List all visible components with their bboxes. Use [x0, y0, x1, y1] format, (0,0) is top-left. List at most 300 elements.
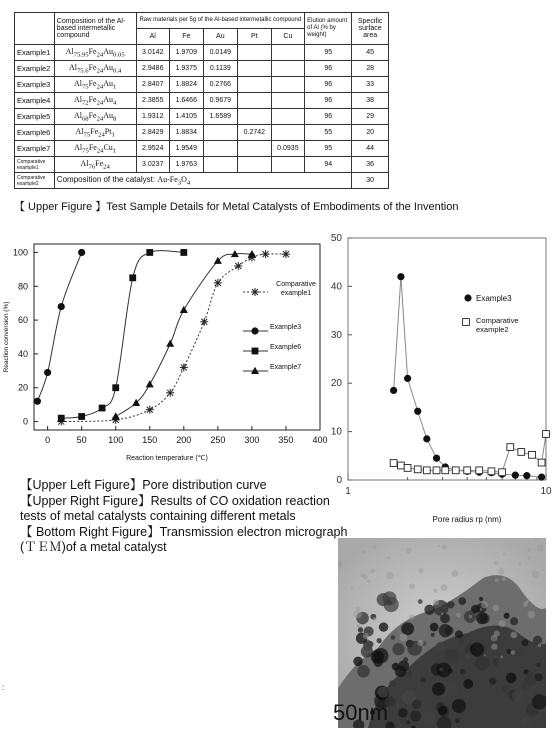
- particle: [406, 720, 410, 724]
- x-tick-label: 350: [278, 435, 294, 445]
- particle: [538, 644, 541, 647]
- data-point: [499, 469, 506, 476]
- cell-surface: 20: [352, 125, 389, 141]
- particle: [418, 599, 423, 604]
- row-formula: $Al_{75}Fe_{24}Au_1$: [54, 77, 136, 93]
- header-elution: Elution amount of Al (% by weight): [305, 13, 352, 45]
- row-formula: $Al_{76}Fe_{24}$: [54, 157, 136, 173]
- header-cu: Cu: [271, 29, 305, 45]
- header-au: Au: [203, 29, 238, 45]
- particle: [481, 602, 488, 609]
- particle: [523, 602, 528, 607]
- header-fe: Fe: [170, 29, 204, 45]
- cell-al: 3.0142: [136, 45, 170, 61]
- cell-surface: 44: [352, 141, 389, 157]
- y-tick-label: 80: [17, 281, 28, 292]
- particle: [451, 570, 458, 577]
- row-catalyst-composition: [54, 173, 351, 189]
- x-tick-label: 400: [312, 435, 328, 445]
- particle: [452, 699, 466, 713]
- catalyst-formula: $Au-Fe_3O_4$: [157, 174, 191, 187]
- legend-marker: [463, 319, 470, 326]
- header-pt: Pt: [238, 29, 272, 45]
- particle: [441, 545, 447, 551]
- data-point: [180, 363, 188, 371]
- row-label: Example2: [15, 61, 55, 77]
- x-tick-label: 150: [142, 435, 158, 445]
- particle: [541, 569, 543, 571]
- particle: [412, 699, 422, 709]
- cell-elution: 55: [305, 125, 352, 141]
- table-row: [15, 109, 389, 125]
- y-axis-label: Reaction conversion (%): [3, 301, 10, 373]
- particle: [441, 584, 448, 591]
- data-point: [404, 465, 411, 472]
- particle: [410, 710, 421, 721]
- particle: [475, 655, 490, 670]
- legend-marker: [251, 288, 259, 296]
- row-label: Example7: [15, 141, 55, 157]
- data-point: [452, 467, 459, 474]
- cell-fe: 1.9549: [170, 141, 204, 157]
- table-row: [15, 141, 389, 157]
- particle: [395, 666, 406, 677]
- particle: [537, 544, 544, 551]
- cell-al: 2.3855: [136, 93, 170, 109]
- data-point: [180, 306, 188, 313]
- cell-pt: [238, 109, 272, 125]
- particle: [522, 639, 529, 646]
- particle: [398, 708, 408, 718]
- cell-cu: [271, 45, 305, 61]
- legend-marker: [251, 367, 259, 374]
- cell-surface: 36: [352, 157, 389, 173]
- data-point: [129, 274, 136, 281]
- cell-elution: 95: [305, 141, 352, 157]
- row-formula: $Al_{72}Fe_{24}Au_4$: [54, 93, 136, 109]
- legend-label: Example3: [476, 294, 512, 303]
- particle: [532, 571, 539, 578]
- particle: [377, 638, 382, 643]
- data-point: [58, 415, 65, 422]
- y-tick-label: 20: [330, 378, 342, 390]
- particle: [387, 557, 390, 560]
- row-label: Example5: [15, 109, 55, 125]
- particle: [528, 548, 531, 551]
- particle: [399, 633, 407, 641]
- cell-au: 0.1139: [203, 61, 238, 77]
- particle: [363, 633, 369, 639]
- cell-elution: 96: [305, 109, 352, 125]
- particle: [518, 563, 521, 566]
- data-point: [200, 318, 208, 326]
- particle: [489, 677, 496, 684]
- particle: [455, 718, 460, 723]
- cell-cu: [271, 61, 305, 77]
- particle: [460, 669, 465, 674]
- y-tick-label: 20: [17, 382, 28, 393]
- legend-label: Example7: [270, 364, 302, 371]
- particle: [495, 578, 499, 582]
- particle: [432, 683, 445, 696]
- cell-au: [203, 157, 238, 173]
- particle: [455, 630, 463, 638]
- cell-cu: [271, 109, 305, 125]
- particle: [370, 569, 375, 574]
- particle: [470, 642, 484, 656]
- x-axis-label: Pore radius rp (nm): [432, 515, 502, 524]
- particle: [353, 657, 363, 667]
- data-point: [214, 279, 222, 287]
- cell-al: 2.8429: [136, 125, 170, 141]
- x-tick-label: 300: [244, 435, 260, 445]
- row-label: Example1: [15, 45, 55, 61]
- header-empty: [15, 13, 55, 45]
- data-point: [538, 459, 545, 466]
- particle: [433, 589, 437, 593]
- particle: [500, 656, 503, 659]
- particle: [418, 568, 424, 574]
- particle: [476, 612, 488, 624]
- cell-pt: [238, 93, 272, 109]
- data-point: [398, 462, 405, 469]
- particle: [379, 622, 388, 631]
- cell-pt: 0.2742: [238, 125, 272, 141]
- data-point: [166, 340, 174, 347]
- data-point: [414, 466, 421, 473]
- note-upper-left: 【Upper Left Figure】Pore distribution curve: [20, 478, 267, 492]
- cell-surface: 28: [352, 61, 389, 77]
- legend-marker: [464, 294, 471, 301]
- sample-details-table: [14, 12, 389, 189]
- particle: [367, 579, 371, 583]
- particle: [424, 605, 434, 615]
- cell-pt: [238, 141, 272, 157]
- series-line: [61, 251, 184, 419]
- cell-al: 2.9486: [136, 61, 170, 77]
- particle: [433, 599, 439, 605]
- particle: [494, 630, 500, 636]
- cell-cu: [271, 77, 305, 93]
- particle: [392, 643, 404, 655]
- particle: [441, 612, 444, 615]
- x-tick-label: 200: [176, 435, 192, 445]
- particle: [475, 621, 477, 623]
- data-point: [518, 449, 525, 456]
- particle: [479, 597, 483, 601]
- particle: [400, 718, 407, 725]
- x-tick-label: 100: [108, 435, 124, 445]
- particle: [430, 623, 439, 632]
- x-tick-label: 0: [45, 435, 51, 445]
- y-tick-label: 40: [330, 281, 342, 293]
- row-label: Example6: [15, 125, 55, 141]
- series-line: [37, 252, 81, 401]
- table-row: [15, 125, 389, 141]
- table-row: [15, 93, 389, 109]
- particle: [445, 648, 460, 663]
- particle: [492, 605, 499, 612]
- row-formula: $Al_{75}Fe_{24}Pt_1$: [54, 125, 136, 141]
- cell-au: 0.2766: [203, 77, 238, 93]
- data-point: [464, 467, 471, 474]
- particle: [506, 649, 511, 654]
- series-line: [394, 277, 542, 477]
- x-axis-label: Reaction temperature (℃): [126, 455, 208, 462]
- particle: [406, 548, 412, 554]
- particle: [491, 644, 497, 650]
- particle: [504, 613, 510, 619]
- row-label: Example3: [15, 77, 55, 93]
- particle: [492, 659, 499, 666]
- particle: [520, 717, 529, 726]
- y-tick-label: 40: [17, 348, 28, 359]
- particle: [409, 614, 414, 619]
- y-tick-label: 10: [330, 426, 342, 438]
- row-label: Example4: [15, 93, 55, 109]
- row-formula: $Al_{75.95}Fe_{24}Au_{0.05}$: [54, 45, 136, 61]
- particle: [354, 610, 362, 618]
- particle: [435, 642, 445, 652]
- co-oxidation-chart: [0, 228, 330, 490]
- y-tick-label: 50: [330, 233, 342, 244]
- particle: [437, 545, 440, 548]
- data-point: [433, 467, 440, 474]
- figure-notes: [20, 478, 350, 556]
- cell-al: 1.9312: [136, 109, 170, 125]
- particle: [458, 597, 466, 605]
- particle: [422, 711, 435, 724]
- data-point: [507, 444, 514, 451]
- legend-label: Example6: [270, 344, 302, 351]
- legend-label: Example3: [270, 324, 302, 331]
- note-bottom-right: 【 Bottom Right Figure】Transmission electron micrograph (ＴＥＭ)of a metal catalyst: [20, 524, 348, 554]
- y-tick-label: 0: [336, 475, 342, 486]
- data-point: [423, 435, 430, 442]
- particle: [458, 638, 464, 644]
- data-point: [476, 467, 483, 474]
- margin-mark: :: [2, 683, 5, 692]
- cell-pt: [238, 77, 272, 93]
- cell-au: 0.0149: [203, 45, 238, 61]
- cell-cu: 0.0935: [271, 141, 305, 157]
- cell-pt: [238, 61, 272, 77]
- table-row: [15, 173, 389, 189]
- legend-label: example2: [476, 325, 509, 334]
- series-line: [61, 254, 286, 422]
- cell-elution: 96: [305, 93, 352, 109]
- cell-fe: 1.8834: [170, 125, 204, 141]
- particle: [417, 640, 423, 646]
- particle: [403, 657, 408, 662]
- data-point: [414, 408, 421, 415]
- cell-pt: [238, 45, 272, 61]
- header-surface-area: Specific surface area: [352, 13, 389, 45]
- particle: [373, 545, 376, 548]
- legend-marker: [251, 327, 258, 334]
- data-point: [166, 389, 174, 397]
- cell-elution: 96: [305, 77, 352, 93]
- catalyst-text: Composition of the catalyst:: [56, 174, 156, 184]
- row-formula: $Al_{75}Fe_{24}Cu_1$: [54, 141, 136, 157]
- data-point: [44, 369, 51, 376]
- plot-frame: [348, 238, 546, 480]
- data-point: [146, 406, 154, 414]
- particle: [512, 690, 523, 701]
- cell-surface: 30: [352, 173, 389, 189]
- cell-fe: 1.8824: [170, 77, 204, 93]
- data-point: [99, 405, 106, 412]
- y-tick-label: 0: [22, 416, 28, 427]
- legend-label: Comparative: [276, 281, 316, 288]
- table-row: [15, 157, 389, 173]
- cell-elution: 95: [305, 45, 352, 61]
- data-point: [282, 250, 290, 258]
- cell-au: [203, 125, 238, 141]
- series-line: [116, 254, 252, 417]
- particle: [502, 577, 506, 581]
- y-tick-label: 100: [12, 247, 28, 258]
- y-tick-label: 60: [17, 315, 28, 326]
- table-row: [15, 45, 389, 61]
- particle: [351, 587, 354, 590]
- cell-fe: 1.4105: [170, 109, 204, 125]
- particle: [378, 687, 389, 698]
- particle: [536, 663, 540, 667]
- cell-au: [203, 141, 238, 157]
- particle: [469, 615, 472, 618]
- cell-pt: [238, 157, 272, 173]
- particle: [521, 681, 529, 689]
- data-point: [146, 249, 153, 256]
- cell-fe: 1.9709: [170, 45, 204, 61]
- particle: [503, 553, 506, 556]
- cell-al: 3.0237: [136, 157, 170, 173]
- cell-surface: 38: [352, 93, 389, 109]
- particle: [409, 583, 415, 589]
- particle: [480, 608, 482, 610]
- data-point: [543, 431, 550, 438]
- cell-au: 0.9679: [203, 93, 238, 109]
- data-point: [234, 262, 242, 270]
- cell-surface: 29: [352, 109, 389, 125]
- data-point: [538, 473, 545, 480]
- particle: [498, 568, 504, 574]
- particle: [391, 635, 395, 639]
- particle: [510, 632, 517, 639]
- particle: [456, 613, 461, 618]
- cell-fe: 1.9763: [170, 157, 204, 173]
- header-composition: Composition of the Al-based intermetallic compound: [54, 13, 136, 45]
- particle: [356, 607, 360, 611]
- particle: [439, 624, 452, 637]
- data-point: [34, 398, 41, 405]
- x-tick-label: 10: [540, 486, 552, 497]
- table-caption: 【 Upper Figure 】Test Sample Details for Metal Catalysts of Embodiments of the Invention: [14, 201, 459, 213]
- data-point: [146, 380, 154, 387]
- data-point: [180, 249, 187, 256]
- particle: [361, 573, 366, 578]
- header-raw-materials: Raw materials per 5g of the Al-based intermetallic compound: [136, 13, 305, 29]
- data-point: [397, 273, 404, 280]
- data-point: [78, 249, 85, 256]
- data-point: [262, 250, 270, 258]
- particle: [362, 551, 365, 554]
- cell-surface: 45: [352, 45, 389, 61]
- data-point: [58, 303, 65, 310]
- particle: [420, 677, 425, 682]
- data-point: [529, 451, 536, 458]
- particle: [401, 622, 414, 635]
- scale-bar-label: 50nm: [333, 700, 389, 725]
- cell-cu: [271, 157, 305, 173]
- data-point: [78, 413, 85, 420]
- particle: [407, 671, 413, 677]
- particle: [377, 593, 390, 606]
- data-point: [442, 467, 449, 474]
- cell-al: 2.9524: [136, 141, 170, 157]
- cell-cu: [271, 93, 305, 109]
- legend-label: Comparative: [476, 316, 519, 325]
- x-tick-label: 250: [210, 435, 226, 445]
- data-point: [112, 384, 119, 391]
- particle: [438, 706, 447, 715]
- data-point: [433, 455, 440, 462]
- legend-label: example1: [280, 290, 312, 297]
- particle: [431, 633, 435, 637]
- particle: [371, 650, 384, 663]
- data-point: [404, 375, 411, 382]
- data-point: [390, 387, 397, 394]
- particle: [358, 627, 363, 632]
- x-tick-label: 50: [76, 435, 87, 445]
- particle: [463, 679, 473, 689]
- particle: [528, 611, 536, 619]
- row-label: Comparative example2: [15, 173, 55, 189]
- data-point: [488, 468, 495, 475]
- y-tick-label: 30: [330, 329, 342, 341]
- particle: [357, 624, 361, 628]
- row-formula: $Al_{75.6}Fe_{24}Au_{0.4}$: [54, 61, 136, 77]
- data-point: [423, 467, 430, 474]
- particle: [436, 663, 451, 678]
- data-point: [112, 412, 120, 419]
- particle: [484, 654, 486, 656]
- particle: [357, 665, 369, 677]
- particle: [501, 685, 507, 691]
- table-row: [15, 77, 389, 93]
- table-body: [15, 45, 389, 189]
- cell-al: 2.8407: [136, 77, 170, 93]
- particle: [498, 620, 505, 627]
- particle: [506, 673, 516, 683]
- particle: [533, 636, 542, 645]
- cell-fe: 1.6466: [170, 93, 204, 109]
- cell-au: 1.6589: [203, 109, 238, 125]
- data-point: [523, 472, 530, 479]
- cell-elution: 96: [305, 61, 352, 77]
- table-row: [15, 61, 389, 77]
- particle: [386, 572, 394, 580]
- header-al: Al: [136, 29, 170, 45]
- x-tick-label: 1: [345, 486, 351, 497]
- row-label: Comparative example1: [15, 157, 55, 173]
- particle: [528, 557, 531, 560]
- pore-distribution-chart: [318, 228, 558, 528]
- cell-elution: 94: [305, 157, 352, 173]
- particle: [479, 708, 486, 715]
- data-point: [390, 460, 397, 467]
